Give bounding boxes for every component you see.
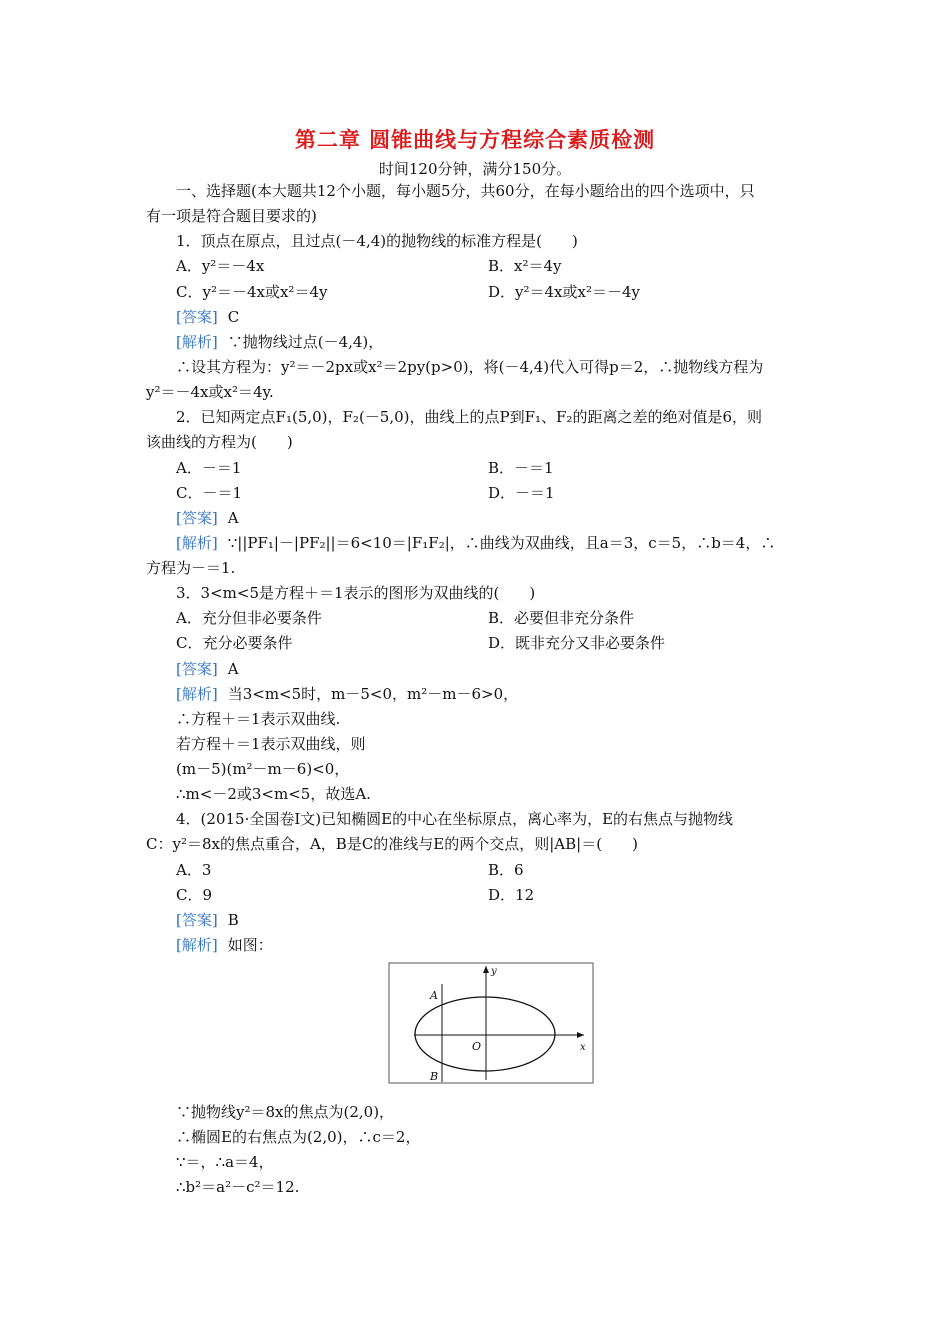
q3-stem: 3．3<m<5是方程＋＝1表示的图形为双曲线的( ) xyxy=(176,584,536,602)
answer-value: A xyxy=(227,660,239,678)
q2-option-a: A．－＝1 xyxy=(176,459,242,477)
x-axis-arrow-icon xyxy=(577,1032,584,1038)
q4-analysis-line: ∵抛物线y²＝8x的焦点为(2,0)， xyxy=(176,1103,395,1121)
q3-answer xyxy=(176,658,239,680)
q1-analysis xyxy=(176,331,383,353)
page-title: 第二章 圆锥曲线与方程综合素质检测 xyxy=(294,127,656,152)
ellipse-figure xyxy=(388,962,594,1084)
q4-stem-cont: C：y²＝8x的焦点重合，A，B是C的准线与E的两个交点，则|AB|＝( ) xyxy=(146,835,638,853)
q1-stem: 1．顶点在原点，且过点(－4,4)的抛物线的标准方程是( ) xyxy=(176,232,578,250)
point-b-label: B xyxy=(430,1070,439,1083)
q1-answer xyxy=(176,306,239,328)
q2-analysis xyxy=(176,532,775,554)
q2-stem: 2．已知两定点F₁(5,0)，F₂(－5,0)，曲线上的点P到F₁、F₂的距离之差的绝对值是6，则 xyxy=(176,408,762,426)
q1-option-b: B．x²＝4y xyxy=(488,257,562,275)
analysis-tag: [解析] xyxy=(176,936,218,954)
analysis-tag: [解析] xyxy=(176,333,218,351)
q2-answer xyxy=(176,507,239,529)
answer-tag: [答案] xyxy=(176,509,218,527)
section-heading: 一、选择题(本大题共12个小题，每小题5分，共60分，在每小题给出的四个选项中，只 xyxy=(176,182,755,200)
q4-analysis-line: ∴b²＝a²－c²＝12. xyxy=(176,1178,300,1196)
answer-tag: [答案] xyxy=(176,660,218,678)
q4-stem: 4．(2015·全国卷Ⅰ文)已知椭圆E的中心在坐标原点，离心率为，E的右焦点与抛物线 xyxy=(176,810,734,828)
q2-option-b: B．－＝1 xyxy=(488,459,554,477)
q1-analysis-line: ∴设其方程为：y²＝－2px或x²＝2py(p>0)，将(－4,4)代入可得p＝2，∴抛物线方程为 xyxy=(176,358,764,376)
x-axis-label: x xyxy=(580,1042,586,1053)
q4-analysis-line: ∴椭圆E的右焦点为(2,0)，∴c＝2， xyxy=(176,1128,421,1146)
q3-analysis xyxy=(176,683,518,705)
answer-value: A xyxy=(227,509,239,527)
q3-analysis-line: 若方程＋＝1表示双曲线，则 xyxy=(176,735,366,753)
analysis-text: 当3<m<5时，m－5<0，m²－m－6>0， xyxy=(227,685,519,703)
figure-border xyxy=(389,963,593,1083)
analysis-tag: [解析] xyxy=(176,534,218,552)
q2-option-c: C．－＝1 xyxy=(176,484,243,502)
q1-analysis-line: y²＝－4x或x²＝4y. xyxy=(146,383,274,401)
q3-analysis-line: ∴m<－2或3<m<5，故选A. xyxy=(176,785,371,803)
q2-analysis-line: 方程为－＝1. xyxy=(146,559,236,577)
answer-tag: [答案] xyxy=(176,308,218,326)
answer-value: C xyxy=(227,308,240,326)
q1-option-d: D．y²＝4x或x²＝－4y xyxy=(488,283,641,301)
q3-option-d: D．既非充分又非必要条件 xyxy=(488,634,666,652)
ellipse-curve xyxy=(415,997,555,1071)
q4-option-b: B．6 xyxy=(488,861,524,879)
q4-analysis-line: ∵＝，∴a＝4， xyxy=(176,1153,274,1171)
q4-option-a: A．3 xyxy=(176,861,212,879)
answer-value: B xyxy=(227,911,239,929)
answer-tag: [答案] xyxy=(176,911,218,929)
q1-option-c: C．y²＝－4x或x²＝4y xyxy=(176,283,328,301)
y-axis-arrow-icon xyxy=(483,966,489,973)
q4-option-d: D．12 xyxy=(488,886,535,904)
section-heading-cont: 有一项是符合题目要求的) xyxy=(146,207,317,225)
q3-option-a: A．充分但非必要条件 xyxy=(176,609,322,627)
q3-option-b: B．必要但非充分条件 xyxy=(488,609,635,627)
q3-analysis-line: ∴方程＋＝1表示双曲线. xyxy=(176,710,341,728)
analysis-text: ∵抛物线过点(－4,4)， xyxy=(227,333,384,351)
page-subtitle: 时间120分钟，满分150分。 xyxy=(378,160,572,178)
q2-stem-cont: 该曲线的方程为( ) xyxy=(146,433,293,451)
q3-option-c: C．充分必要条件 xyxy=(176,634,293,652)
q4-answer xyxy=(176,909,239,931)
q2-option-d: D．－＝1 xyxy=(488,484,555,502)
analysis-text: ∵||PF₁|－|PF₂||＝6<10＝|F₁F₂|，∴曲线为双曲线，且a＝3，c＝5，∴b＝4，∴ xyxy=(227,534,776,552)
q1-option-a: A．y²＝－4x xyxy=(176,257,265,275)
q4-option-c: C．9 xyxy=(176,886,213,904)
q3-analysis-line: (m－5)(m²－m－6)<0， xyxy=(176,760,350,778)
y-axis-label: y xyxy=(491,966,497,977)
point-a-label: A xyxy=(430,989,438,1002)
analysis-tag: [解析] xyxy=(176,685,218,703)
origin-label: O xyxy=(472,1040,482,1053)
analysis-text: 如图： xyxy=(227,936,273,954)
q4-analysis xyxy=(176,934,273,956)
